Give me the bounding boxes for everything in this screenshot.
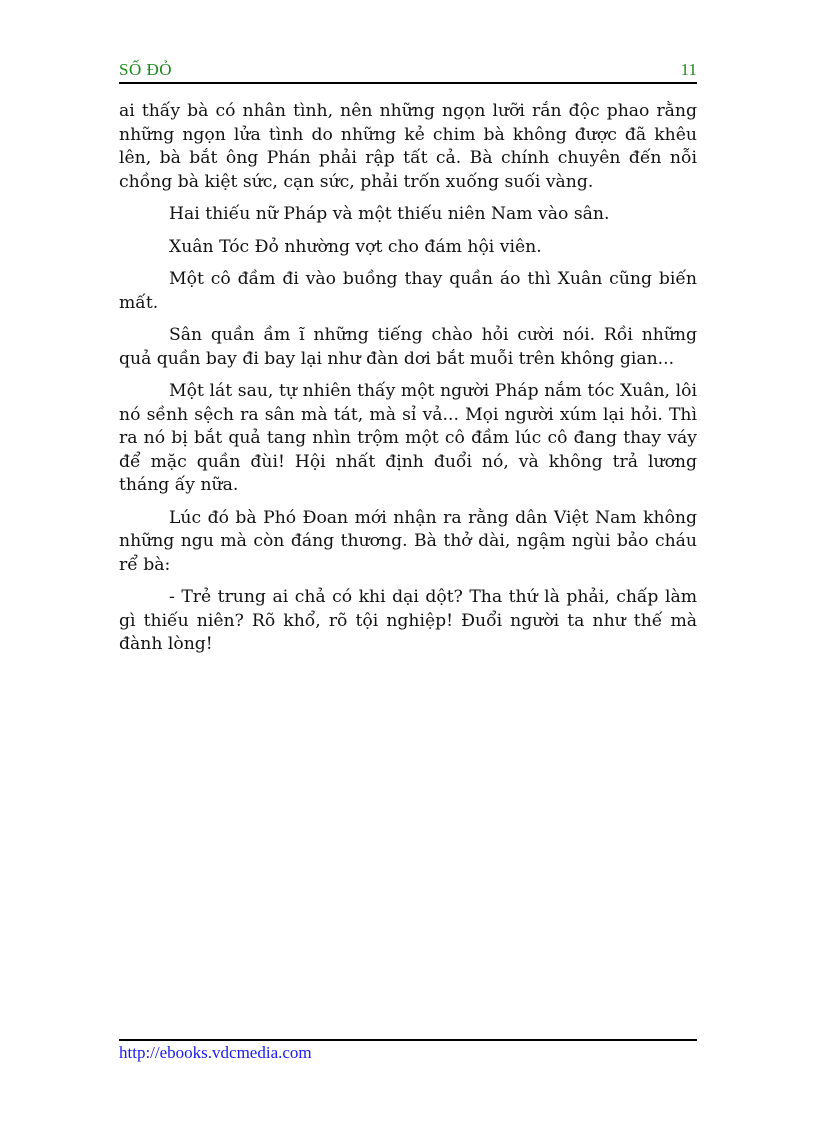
footer-link[interactable]: http://ebooks.vdcmedia.com bbox=[119, 1043, 312, 1062]
footer-divider bbox=[119, 1039, 697, 1041]
paragraph: Một cô đầm đi vào buồng thay quần áo thì Xuân cũng biến mất. bbox=[119, 269, 697, 313]
paragraph: Sân quần ầm ĩ những tiếng chào hỏi cười nói. Rồi những quả quần bay đi bay lại như đàn dơi bắt muỗi trên không gian... bbox=[119, 325, 697, 369]
paragraph: Lúc đó bà Phó Đoan mới nhận ra rằng dân Việt Nam không những ngu mà còn đáng thương. Bà thở dài, ngậm ngùi bảo cháu rể bà: bbox=[119, 507, 697, 575]
paragraph: Hai thiếu nữ Pháp và một thiếu niên Nam vào sân. bbox=[169, 204, 610, 224]
body-text bbox=[119, 100, 697, 666]
header-divider bbox=[119, 82, 697, 84]
page-number: 11 bbox=[680, 60, 697, 79]
paragraph: ai thấy bà có nhân tình, nên những ngọn lưỡi rắn độc phao rằng những ngọn lửa tình do những kẻ chim bà không được đã khêu lên, bà bắt ông Phán phải rập tất cả. Bà chính chuyên đến nỗi chồng bà kiệt sức, cạn sức, phải trốn xuống suối vàng. bbox=[119, 101, 697, 192]
paragraph: Một lát sau, tự nhiên thấy một người Pháp nắm tóc Xuân, lôi nó sềnh sệch ra sân mà tát, mà sỉ vả... Mọi người xúm lại hỏi. Thì ra nó bị bắt quả tang nhìn trộm một cô đầm lúc cô đang thay váy để mặc quần đùi! Hội nhất định đuổi nó, và không trả lương tháng ấy nữa. bbox=[119, 381, 697, 495]
paragraph: Xuân Tóc Đỏ nhường vợt cho đám hội viên. bbox=[169, 236, 542, 257]
running-header bbox=[119, 60, 697, 82]
paragraph: - Trẻ trung ai chả có khi dại dột? Tha thứ là phải, chấp làm gì thiếu niên? Rõ khổ, rõ tội nghiệp! Đuổi người ta như thế mà đành lòng! bbox=[119, 587, 697, 654]
book-title: SỐ ĐỎ bbox=[119, 60, 173, 79]
